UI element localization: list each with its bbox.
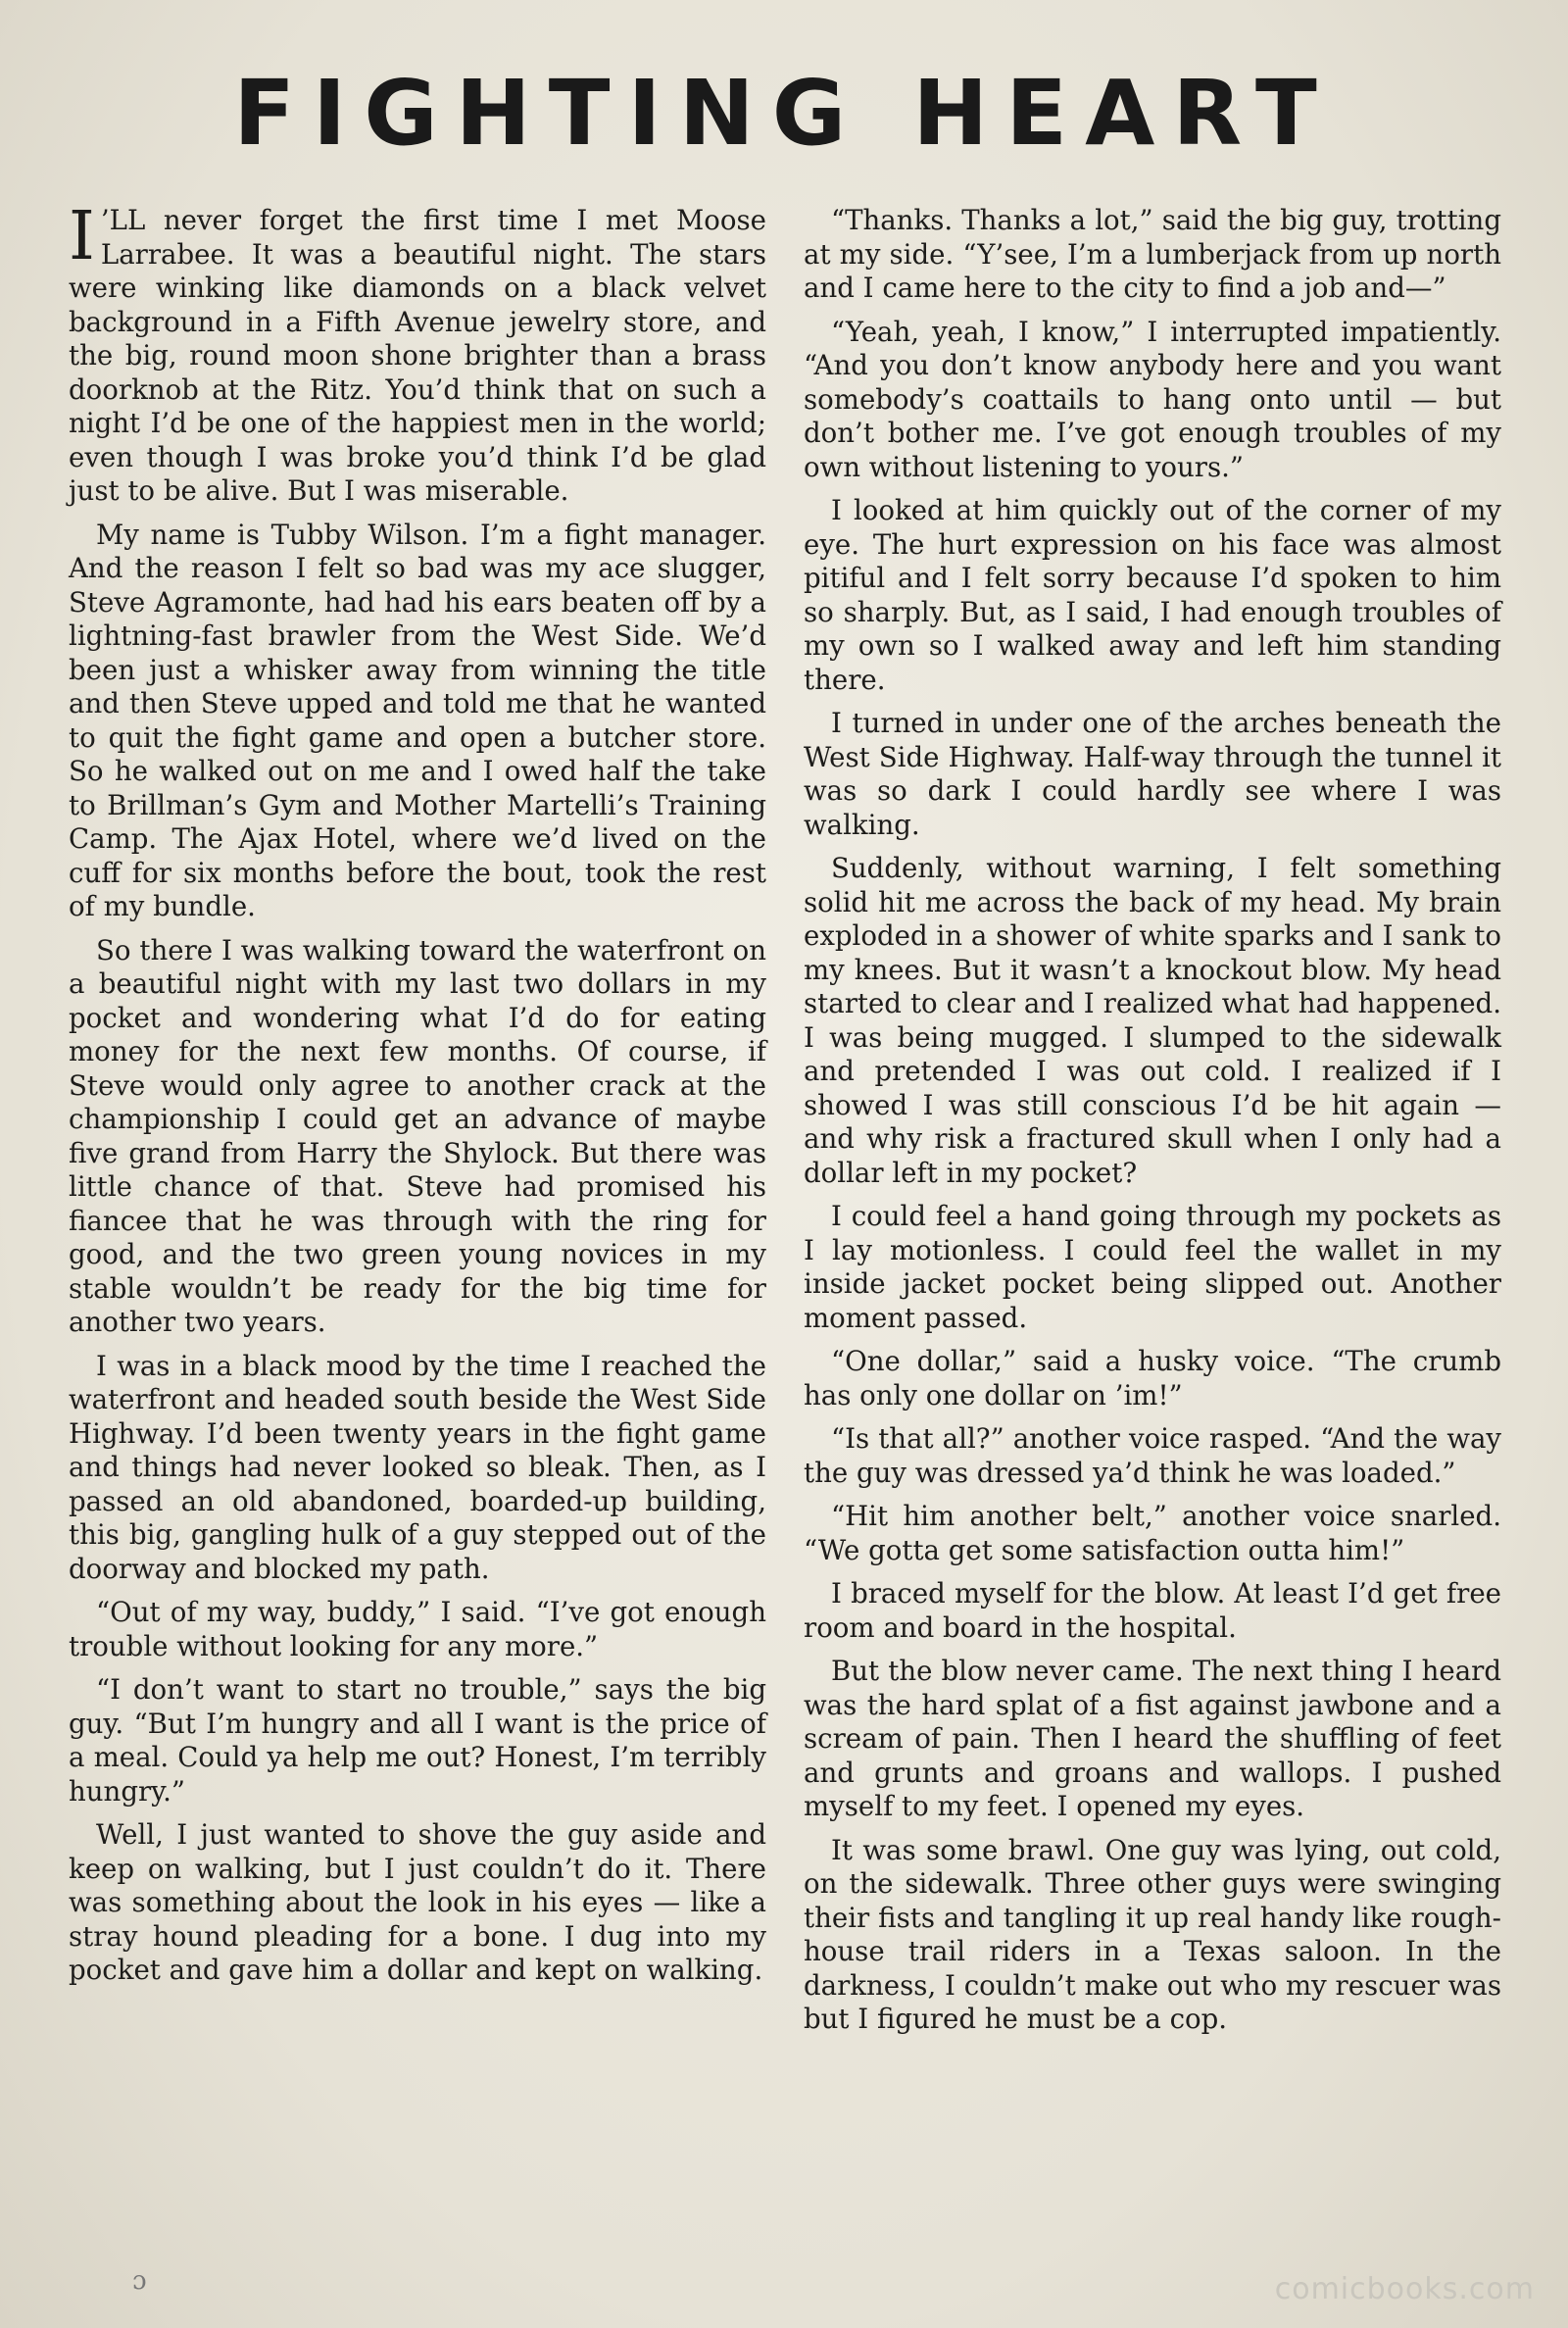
paragraph: “Hit him another belt,” another voice snarled. “We gotta get some satisfaction outta him!” [804,1500,1501,1566]
paragraph: I braced myself for the blow. At least I’d get free room and board in the hospital. [804,1577,1501,1644]
paragraph: Well, I just wanted to shove the guy aside and keep on walking, but I just couldn’t do it. There was something about the look in his eyes — like a stray hound pleading for a bone. I dug into my pocket and gave him a dollar and kept on walking. [69,1818,766,1986]
story-title: FIGHTING HEART [233,61,1335,166]
page-mark: ɔ [132,2266,147,2296]
paragraph: I was in a black mood by the time I reached the waterfront and headed south beside the West Side Highway. I’d been twenty years in the fight game and things had never looked so bleak. Then, as I passed an old abandoned, boarded-up building, this big, gangling hulk of a guy stepped out of the doorway and blocked my path. [69,1349,766,1585]
paragraph [69,198,766,509]
paragraph: “Yeah, yeah, I know,” I interrupted impatiently. “And you don’t know anybody here and you want somebody’s coattails to hang onto until — but don’t bother me. I’ve got enough troubles of my own without listening to yours.” [804,315,1501,483]
paragraph: “I don’t want to start no trouble,” says the big guy. “But I’m hungry and all I want is the price of a meal. Could ya help me out? Honest, I’m terribly hungry.” [69,1673,766,1808]
paragraph: “Is that all?” another voice rasped. “And the way the guy was dressed ya’d think he was loaded.” [804,1422,1501,1489]
site-watermark: comicbooks.com [1274,2272,1535,2306]
paragraph: “One dollar,” said a husky voice. “The crumb has only one dollar on ’im!” [804,1345,1501,1412]
paragraph: Suddenly, without warning, I felt something solid hit me across the back of my head. My brain exploded in a shower of white sparks and I sank to my knees. But it wasn’t a knockout blow. My head started to clear and I realized what had happened. I was being mugged. I slumped to the sidewalk and pretended I was out cold. I realized if I showed I was still conscious I’d be hit again — and why risk a fractured skull when I only had a dollar left in my pocket? [804,852,1501,1189]
paragraph: It was some brawl. One guy was lying, out cold, on the sidewalk. Three other guys were swinging their fists and tangling it up real handy like rough-house trail riders in a Texas saloon. In the darkness, I couldn’t make out who my rescuer was but I figured he must be a cop. [804,1833,1501,2035]
paragraph-text: ’LL never forget the first time I met Moose Larrabee. It was a beautiful night. The stars were winking like diamonds on a black velvet background in a Fifth Avenue jewelry store, and the big, round moon shone brighter than a brass doorknob at the Ritz. You’d think that on such a night I’d be one of the happiest men in the world; even though I was broke you’d think I’d be glad just to be alive. But I was miserable. [69,204,766,507]
right-column [804,204,1501,2047]
paragraph: I turned in under one of the arches beneath the West Side Highway. Half-way through the tunnel it was so dark I could hardly see where I was walking. [804,707,1501,841]
paragraph: I looked at him quickly out of the corner of my eye. The hurt expression on his face was almost pitiful and I felt sorry because I’d spoken to him so sharply. But, as I said, I had enough troubles of my own so I walked away and left him standing there. [804,494,1501,696]
paragraph: So there I was walking toward the waterfront on a beautiful night with my last two dollars in my pocket and wondering what I’d do for eating money for the next few months. Of course, if Steve would only agree to another crack at the championship I could get an advance of maybe five grand from Harry the Shylock. But there was little chance of that. Steve had promised his fiancee that he was through with the ring for good, and the two green young novices in my stable wouldn’t be ready for the big time for another two years. [69,933,766,1338]
paragraph: But the blow never came. The next thing I heard was the hard splat of a fist against jawbone and a scream of pain. Then I heard the shuffling of feet and grunts and groans and wallops. I pushed myself to my feet. I opened my eyes. [804,1655,1501,1822]
drop-cap: I [69,198,95,275]
paragraph: My name is Tubby Wilson. I’m a fight manager. And the reason I felt so bad was my ace slugger, Steve Agramonte, had had his ears beaten off by a lightning-fast brawler from the West Side. We’d been just a whisker away from winning the title and then Steve upped and told me that he wanted to quit the fight game and open a butcher store. So he walked out on me and I owed half the take to Brillman’s Gym and Mother Martelli’s Training Camp. The Ajax Hotel, where we’d lived on the cuff for six months before the bout, took the rest of my bundle. [69,518,766,922]
paragraph: “Out of my way, buddy,” I said. “I’ve got enough trouble without looking for any more.” [69,1596,766,1662]
paragraph: “Thanks. Thanks a lot,” said the big guy, trotting at my side. “Y’see, I’m a lumberjack from up north and I came here to the city to find a job and—” [804,204,1501,304]
left-column [69,198,766,1998]
paragraph: I could feel a hand going through my pockets as I lay motionless. I could feel the wallet in my inside jacket pocket being slipped out. Another moment passed. [804,1200,1501,1334]
